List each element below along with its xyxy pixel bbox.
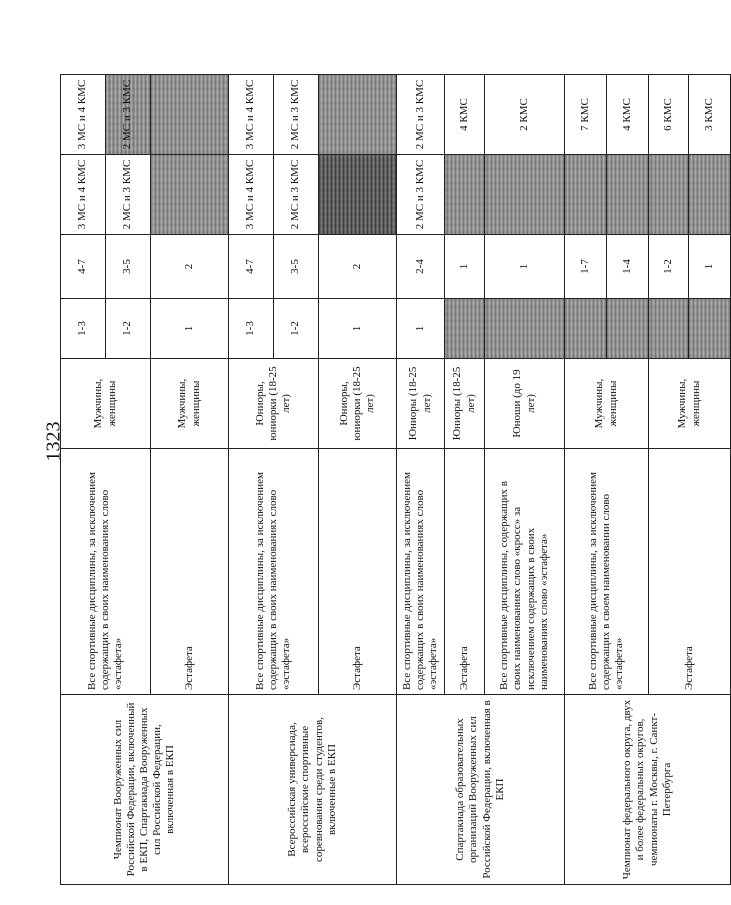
competition-cell: Чемпионат федерального округа, двух и более федеральных округов, чемпионаты г. Москвы, г. Санкт-Петербурга: [565, 695, 731, 885]
place-cell: 2: [319, 235, 397, 299]
count-cell: 2 КМС: [485, 75, 565, 155]
group-cell: Юниоры (18-25 лет): [397, 359, 445, 449]
place-cell: 1: [319, 299, 397, 359]
group-cell: Мужчины, женщины: [649, 359, 731, 449]
table-row: [229, 75, 274, 885]
discipline-cell: Эстафета: [319, 449, 397, 695]
place-cell: 2-4: [397, 235, 445, 299]
table-row: [61, 75, 106, 885]
table-row: [397, 75, 445, 885]
place-cell: 4-7: [61, 235, 106, 299]
place-cell: 1-7: [565, 235, 607, 299]
place-cell: 1: [397, 299, 445, 359]
count-cell: [151, 155, 229, 235]
classification-table: [60, 74, 731, 885]
group-cell: Юниоры, юниорки (18-25 лет): [229, 359, 319, 449]
count-cell: [649, 155, 689, 235]
place-cell: [445, 299, 485, 359]
group-cell: Мужчины, женщины: [565, 359, 649, 449]
table-row: [565, 75, 607, 885]
place-cell: 3-5: [274, 235, 319, 299]
discipline-cell: Все спортивные дисциплины, за исключением содержащих в своих наименованиях слово «эстафета»: [397, 449, 445, 695]
place-cell: 1-2: [106, 299, 151, 359]
group-cell: Юниоры, юниорки (18-25 лет): [319, 359, 397, 449]
count-cell: [607, 155, 649, 235]
count-cell: 2 МС и 3 КМС: [397, 155, 445, 235]
count-cell: 2 МС и 3 КМС: [274, 155, 319, 235]
count-cell: [319, 155, 397, 235]
competition-cell: Всероссийская универсиада, всероссийские спортивные соревнования среди студентов, включенные в ЕКП: [229, 695, 397, 885]
count-cell: [445, 155, 485, 235]
count-cell: 7 КМС: [565, 75, 607, 155]
discipline-cell: Все спортивные дисциплины, за исключением содержащих в своем наименовании слово «эстафета»: [565, 449, 649, 695]
page-number: 1323: [42, 421, 65, 462]
count-cell: [689, 155, 731, 235]
count-cell: 2 МС и 3 КМС: [397, 75, 445, 155]
count-cell: 6 КМС: [649, 75, 689, 155]
discipline-cell: Эстафета: [445, 449, 485, 695]
count-cell: 4 КМС: [607, 75, 649, 155]
competition-cell: Чемпионат Вооруженных сил Российской Федерации, включенный в ЕКП, Спартакиада Вооруженных сил Российской Федерации, включенная в ЕКП: [61, 695, 229, 885]
place-cell: 1-3: [61, 299, 106, 359]
discipline-cell: Эстафета: [151, 449, 229, 695]
place-cell: 1: [485, 235, 565, 299]
place-cell: [485, 299, 565, 359]
place-cell: 3-5: [106, 235, 151, 299]
place-cell: 1-2: [274, 299, 319, 359]
group-cell: Мужчины, женщины: [61, 359, 151, 449]
count-cell: 3 МС и 4 КМС: [229, 155, 274, 235]
place-cell: 4-7: [229, 235, 274, 299]
group-cell: Мужчины, женщины: [151, 359, 229, 449]
place-cell: 1: [689, 235, 731, 299]
count-cell: 3 МС и 4 КМС: [61, 155, 106, 235]
count-cell: 2 МС и 3 КМС: [106, 155, 151, 235]
place-cell: [607, 299, 649, 359]
place-cell: 2: [151, 235, 229, 299]
count-cell: 3 КМС: [689, 75, 731, 155]
count-cell: 4 КМС: [445, 75, 485, 155]
count-cell: 2 МС и 3 КМС: [274, 75, 319, 155]
count-cell: 3 МС и 4 КМС: [61, 75, 106, 155]
place-cell: [649, 299, 689, 359]
discipline-cell: Все спортивные дисциплины, содержащих в своих наименованиях слово «кросс» за исключением содержащих в своих наименованиях слово «эстафета»: [485, 449, 565, 695]
count-cell: [485, 155, 565, 235]
discipline-cell: Все спортивные дисциплины, за исключением содержащих в своих наименованиях слово «эстафета»: [229, 449, 319, 695]
competition-cell: Спартакиада образовательных организаций Вооруженных сил Российской Федерации, включенная в ЕКП: [397, 695, 565, 885]
place-cell: 1-4: [607, 235, 649, 299]
discipline-cell: Эстафета: [649, 449, 731, 695]
group-cell: Юниоры (18-25 лет): [445, 359, 485, 449]
place-cell: 1: [151, 299, 229, 359]
count-cell: [565, 155, 607, 235]
rotated-table-wrapper: [60, 75, 715, 885]
place-cell: [689, 299, 731, 359]
count-cell: [151, 75, 229, 155]
group-cell: Юноши (до 19 лет): [485, 359, 565, 449]
count-cell: 2 МС и 3 КМС: [106, 75, 151, 155]
count-cell: 3 МС и 4 КМС: [229, 75, 274, 155]
count-cell: [319, 75, 397, 155]
place-cell: 1: [445, 235, 485, 299]
discipline-cell: Все спортивные дисциплины, за исключением содержащих в своих наименованиях слово «эстафета»: [61, 449, 151, 695]
place-cell: [565, 299, 607, 359]
place-cell: 1-2: [649, 235, 689, 299]
place-cell: 1-3: [229, 299, 274, 359]
